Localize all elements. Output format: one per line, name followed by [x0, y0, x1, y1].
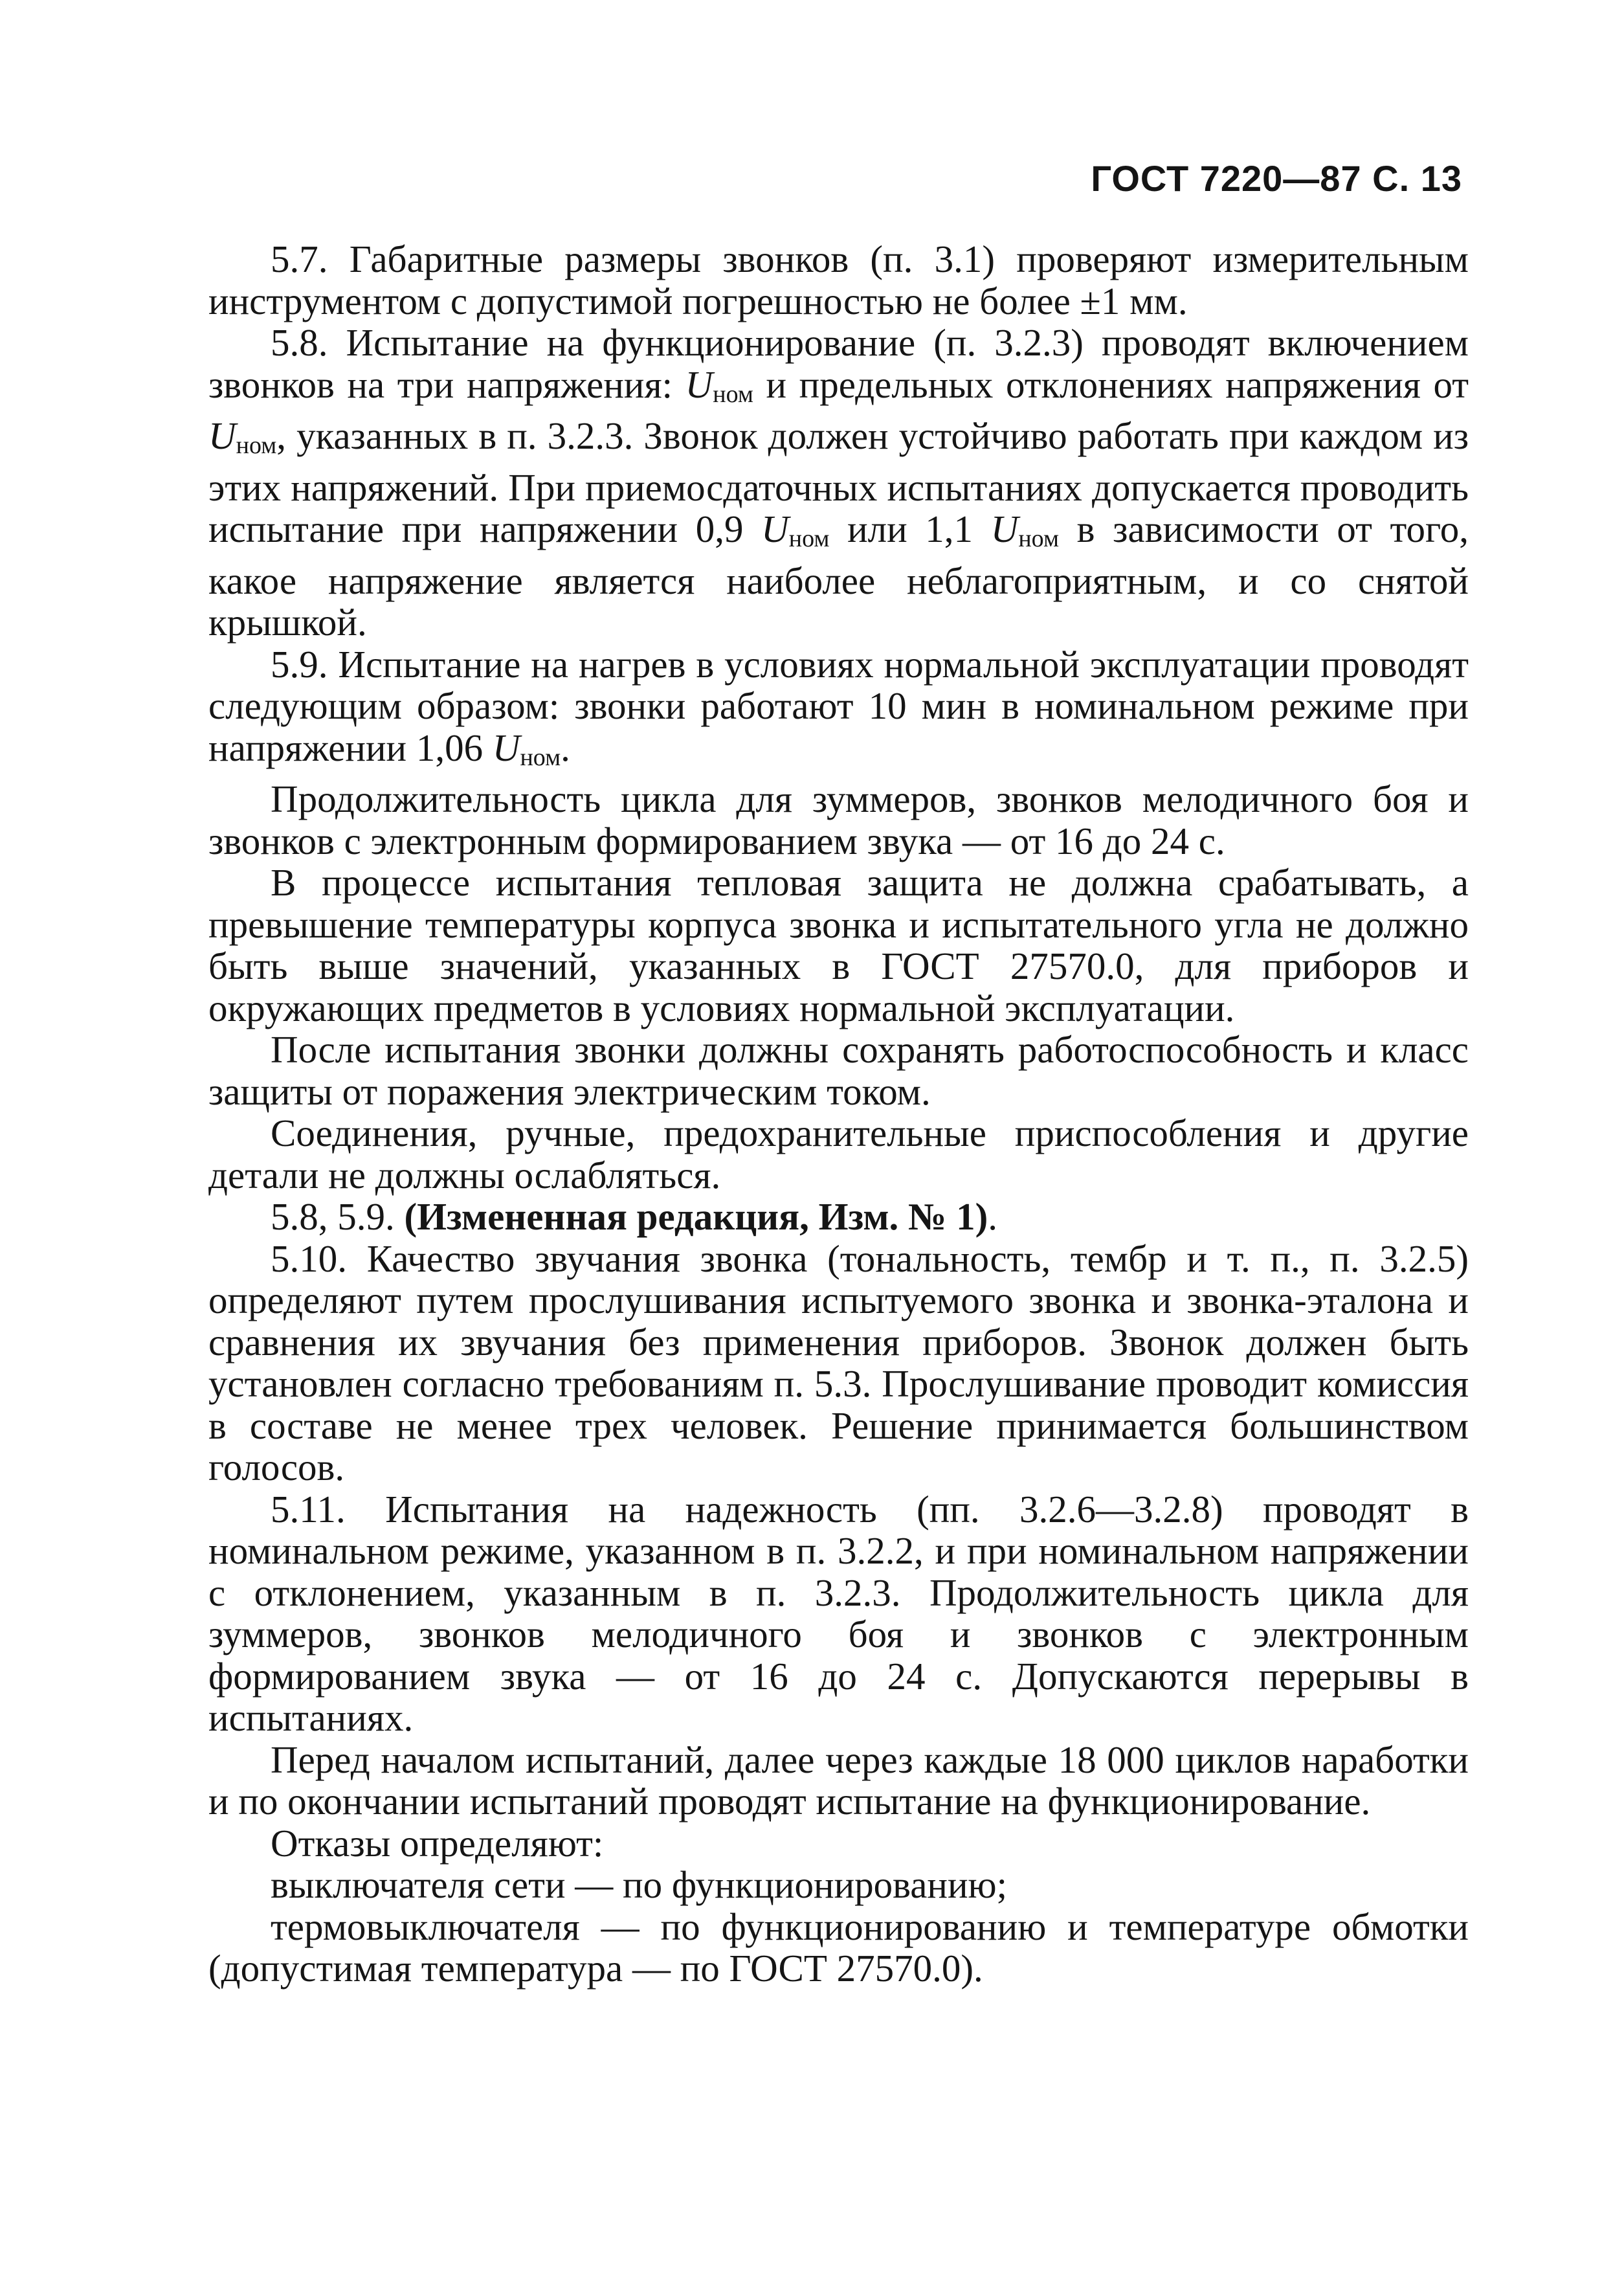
- paragraph-text: в зависимости от того, какое напряжение является наиболее неблагоприятным, и со снятой крышкой.: [208, 508, 1469, 644]
- paragraph-thermal-protection: В процессе испытания тепловая защита не должна срабатывать, а превышение температуры корпуса звонка и испытательного угла не должно быть выше значений, указанных в ГОСТ 27570.0, для приборов и окружающих предметов в условиях нормальной эксплуатации.: [208, 861, 1469, 1029]
- document-body: [208, 238, 1469, 1990]
- paragraph-text: , указанных в п. 3.2.3. Звонок должен устойчиво работать при каждом из этих напряжений. При приемосдаточных испытаниях допускается проводить испытание при напряжении 0,9: [208, 414, 1469, 550]
- paragraph-text: .: [988, 1195, 997, 1238]
- paragraph-text: Испытание на нагрев в условиях нормальной эксплуатации проводят следующим образом: звонки работают 10 мин в номинальном режиме при напряжении 1,06: [208, 642, 1469, 769]
- paragraph-failure-switch: выключателя сети — по функционированию;: [271, 1863, 1008, 1906]
- paragraph-number: 5.8.: [271, 321, 328, 364]
- paragraph-5-9: [208, 644, 1469, 779]
- paragraph-text: .: [561, 726, 570, 769]
- voltage-symbol: U: [492, 726, 520, 769]
- voltage-subscript: ном: [788, 525, 830, 552]
- paragraph-text: или 1,1: [847, 508, 973, 550]
- paragraph-number: 5.9.: [271, 642, 328, 686]
- paragraph-text: Испытание на функционирование (п. 3.2.3) проводят включением звонков на три напряжения:: [208, 321, 1469, 406]
- paragraph-5-11: [208, 1488, 1469, 1739]
- voltage-symbol: U: [208, 414, 236, 457]
- paragraph-number: 5.8, 5.9.: [271, 1195, 395, 1238]
- paragraph-text: Испытания на надежность (пп. 3.2.6—3.2.8) проводят в номинальном режиме, указанном в п. 3.2.2, и при номинальном напряжении с отклонением, указанным в п. 3.2.3. Продолжительность цикла для зуммеров, звонков мелодичного боя и звонков с электронным формированием звука — от 16 до 24 с. Допускаются перерывы в испытаниях.: [208, 1487, 1469, 1739]
- paragraph-connections: Соединения, ручные, предохранительные приспособления и другие детали не должны ослабляться.: [208, 1112, 1469, 1196]
- voltage-subscript: ном: [236, 432, 277, 459]
- paragraph-text: Габаритные размеры звонков (п. 3.1) проверяют измерительным инструментом с допустимой погрешностью не более ±1 мм.: [208, 238, 1469, 322]
- paragraph-text: и предельных отклонениях напряжения от: [766, 363, 1469, 406]
- voltage-symbol: U: [990, 508, 1019, 550]
- voltage-subscript: ном: [1018, 525, 1059, 552]
- paragraph-number: 5.11.: [271, 1487, 346, 1531]
- paragraph-number: 5.7.: [271, 238, 328, 280]
- paragraph-after-test: После испытания звонки должны сохранять работоспособность и класс защиты от поражения электрическим током.: [208, 1028, 1469, 1113]
- paragraph-text: Качество звучания звонка (тональность, тембр и т. п., п. 3.2.5) определяют путем прослушивания испытуемого звонка и звонка-эталона и сравнения их звучания без применения приборов. Звонок должен быть установлен согласно требованиям п. 5.3. Прослушивание проводит комиссия в составе не менее трех человек. Решение принимается большинством голосов.: [208, 1237, 1469, 1488]
- paragraph-amendment-note: [208, 1196, 1469, 1238]
- paragraph-5-7: [208, 238, 1469, 322]
- voltage-subscript: ном: [520, 743, 561, 771]
- paragraph-before-tests: Перед началом испытаний, далее через каждые 18 000 циклов наработки и по окончании испытаний проводят испытание на функционирование.: [208, 1738, 1469, 1823]
- voltage-subscript: ном: [713, 380, 753, 408]
- paragraph-5-10: [208, 1238, 1469, 1488]
- paragraph-5-8: [208, 322, 1469, 644]
- voltage-symbol: U: [685, 363, 713, 406]
- paragraph-number: 5.10.: [271, 1237, 347, 1280]
- paragraph-cycle-duration: Продолжительность цикла для зуммеров, звонков мелодичного боя и звонков с электронным формированием звука — от 16 до 24 с.: [208, 778, 1469, 862]
- amendment-label: (Измененная редакция, Изм. № 1): [404, 1195, 988, 1238]
- paragraph-failure-thermal-switch: термовыключателя — по функционированию и температуре обмотки (допустимая температура — по ГОСТ 27570.0).: [208, 1905, 1469, 1990]
- voltage-symbol: U: [761, 508, 789, 550]
- paragraph-failures-intro: Отказы определяют:: [271, 1821, 604, 1865]
- page-header: ГОСТ 7220—87 С. 13: [1091, 158, 1462, 199]
